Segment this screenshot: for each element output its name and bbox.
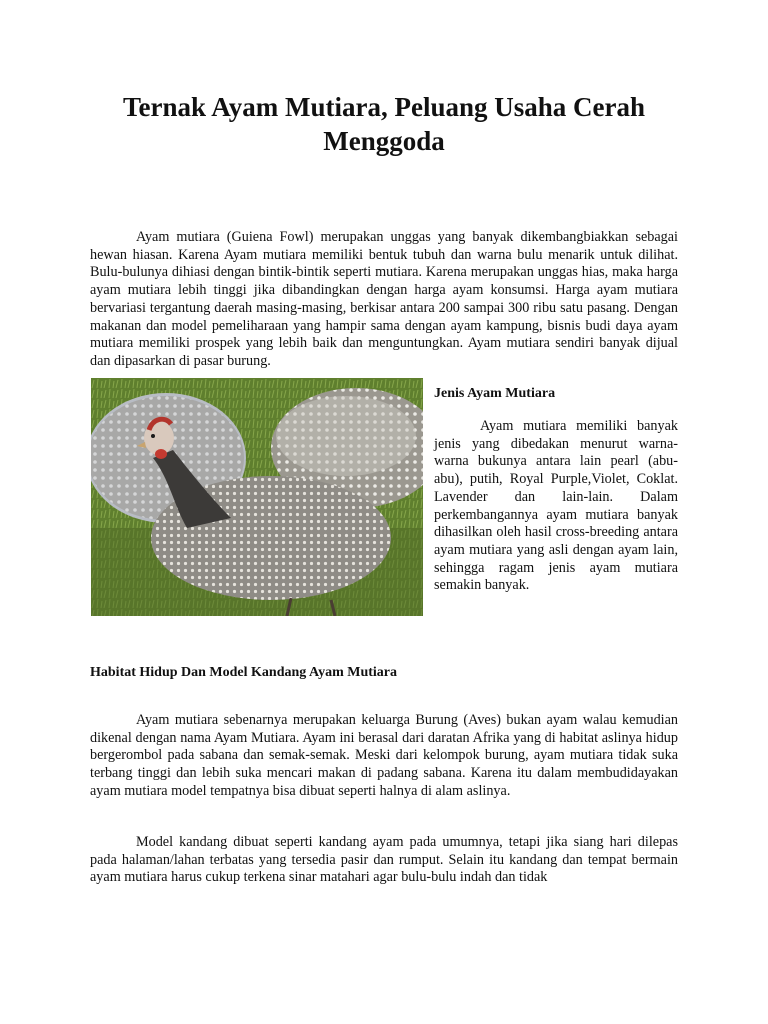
cage-paragraph: Model kandang dibuat seperti kandang ayam pada umumnya, tetapi jika siang hari dilepas pada halaman/lahan terbatas yang tersedia pasir dan rumput. Selain itu kandang dan tempat bermain ayam mutiara harus cukup terkena sinar matahari agar bulu-bulu indah dan tidak (90, 834, 678, 886)
habitat-paragraph: Ayam mutiara sebenarnya merupakan keluarga Burung (Aves) bukan ayam walau kemudian dikenal dengan nama Ayam Mutiara. Ayam ini berasal dari daratan Afrika yang di habitat aslinya hidup bergerombol pada sabana dan semak-semak. Meski dari kelompok burung, ayam mutiara tidak suka terbang tinggi dan lebih suka mencari makan di padang sabana. Karena itu dalam membudidayakan ayam mutiara model tempatnya bisa dibuat seperti halnya di alam aslinya. (90, 712, 678, 799)
side-paragraph: Ayam mutiara memiliki banyak jenis yang dibedakan menurut warna-warna bukunya antara lain pearl (abu-abu), putih, Royal Purple,Violet, Coklat. Lavender dan lain-lain. Dalam perkembangannya ayam mutiara banyak dihasilkan oleh hasil cross-breeding antara ayam mutiara yang asli dengan ayam lain, sehingga ragam jenis ayam mutiara semakin banyak. (434, 418, 678, 594)
intro-paragraph: Ayam mutiara (Guiena Fowl) merupakan unggas yang banyak dikembangbiakkan sebagai hewan hiasan. Karena Ayam mutiara memiliki bentuk tubuh dan warna bulu menarik untuk dilihat. Bulu-bulunya dihiasi dengan bintik-bintik seperti mutiara. Karena merupakan unggas hias, maka harga ayam mutiara lebih tinggi jika dibandingkan dengan harga ayam konsumsi. Harga ayam mutiara bervariasi tergantung daerah masing-masing, berkisar antara 200 sampai 300 ribu satu pasang. Dengan makanan dan model pemeliharaan yang hampir sama dengan ayam kampung, bisnis budi daya ayam mutiara memiliki prospek yang lebih baik dan menguntungkan. Ayam mutiara sendiri banyak dijual dan dipasarkan di pasar burung. (90, 229, 678, 369)
section-heading: Habitat Hidup Dan Model Kandang Ayam Mutiara (90, 665, 398, 680)
guinea-fowl-photo (91, 378, 423, 616)
document-title: Ternak Ayam Mutiara, Peluang Usaha Cerah Menggoda (122, 92, 646, 156)
side-heading: Jenis Ayam Mutiara (434, 386, 556, 401)
